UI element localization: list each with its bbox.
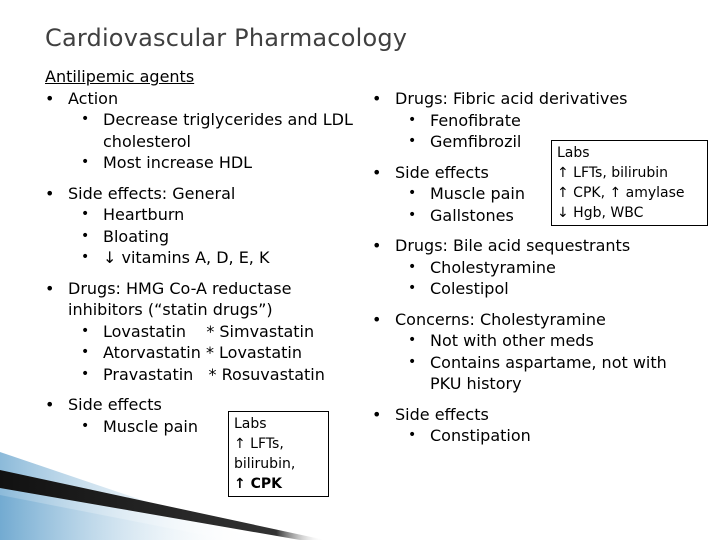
sub-bullet-item (395, 110, 702, 132)
bullet-icon: • (408, 133, 417, 149)
bullet-item (45, 88, 365, 174)
bullet-icon: • (372, 404, 382, 424)
bullet-icon: • (372, 162, 382, 182)
sub-bullet-list (395, 425, 702, 447)
sub-bullet-item (68, 152, 365, 174)
bullet-label: Side effects (68, 395, 162, 414)
section-heading: Antilipemic agents (45, 67, 195, 86)
bullet-label: Side effects: General (68, 183, 236, 203)
sub-bullet-item (68, 342, 365, 364)
sub-bullet-list (68, 321, 365, 386)
sub-bullet-item (68, 321, 365, 343)
sub-bullet-label: ↓ vitamins A, D, E, K (103, 248, 270, 267)
sub-bullet-label: Constipation (430, 426, 531, 445)
bullet-label: Drugs: Fibric acid derivatives (395, 89, 628, 108)
bullet-item (372, 235, 702, 300)
sub-bullet-item (68, 364, 365, 386)
bullet-icon: • (45, 395, 55, 414)
bullet-icon: • (408, 332, 417, 348)
sub-bullet-label: Cholestyramine (430, 257, 556, 277)
sub-bullet-label: Most increase HDL (103, 153, 253, 172)
bullet-icon: • (81, 154, 90, 170)
left-column (45, 66, 365, 446)
labs-line-bold: ↑ CPK (234, 476, 282, 492)
sub-bullet-label: Lovastatin * Simvastatin (103, 321, 315, 341)
sub-bullet-label: Atorvastatin * Lovastatin (103, 343, 302, 362)
sub-bullet-item (395, 257, 702, 279)
sub-bullet-item (68, 247, 365, 269)
bullet-icon: • (81, 322, 90, 339)
bullet-label: Side effects (395, 162, 489, 182)
bullet-icon: • (408, 353, 417, 370)
bullet-label: Action (68, 88, 119, 108)
labs-line: ↓ Hgb, WBC (557, 205, 644, 221)
bullet-icon: • (408, 206, 417, 223)
sub-bullet-item (68, 204, 365, 226)
bullet-icon: • (408, 185, 417, 201)
labs-line: ↑ LFTs, bilirubin (557, 165, 669, 181)
sub-bullet-list (68, 204, 365, 269)
bullet-icon: • (81, 417, 90, 434)
sub-bullet-list (395, 257, 702, 300)
bullet-label: Side effects (395, 404, 489, 424)
bullet-icon: • (408, 258, 417, 275)
sub-bullet-label: Gallstones (430, 205, 514, 225)
bullet-icon: • (408, 280, 417, 296)
bullet-icon: • (45, 88, 55, 108)
sub-bullet-item (395, 425, 702, 447)
bullet-icon: • (81, 227, 90, 244)
slide-corner-swoosh (0, 440, 330, 540)
sub-bullet-item (395, 278, 702, 300)
sub-bullet-label: Muscle pain (103, 416, 198, 436)
bullet-icon: • (81, 111, 90, 127)
bullet-icon: • (408, 111, 417, 128)
labs-line: ↑ CPK, ↑ amylase (557, 185, 685, 201)
labs-box-title: Labs (234, 416, 267, 432)
bullet-icon: • (45, 183, 55, 203)
sub-bullet-item (395, 352, 702, 395)
bullet-icon: • (81, 365, 90, 382)
labs-line: bilirubin, (234, 456, 296, 472)
bullet-label: Drugs: HMG Co-A reductase inhibitors (“statin drugs”) (68, 278, 292, 319)
sub-bullet-label: Gemfibrozil (430, 132, 522, 151)
bullet-item (45, 183, 365, 269)
bullet-icon: • (408, 427, 417, 443)
sub-bullet-label: Decrease triglycerides and LDL cholesterol (103, 110, 358, 151)
labs-box-title: Labs (557, 145, 590, 161)
labs-box-fibrates (551, 140, 708, 226)
bullet-icon: • (45, 278, 55, 298)
left-bullet-list (45, 88, 365, 438)
slide-title: Cardiovascular Pharmacology (45, 24, 408, 52)
sub-bullet-label: Colestipol (430, 279, 509, 298)
sub-bullet-list (395, 330, 702, 395)
bullet-icon: • (372, 309, 382, 329)
sub-bullet-item (68, 109, 365, 152)
sub-bullet-label: Muscle pain (430, 184, 525, 203)
bullet-label: Concerns: Cholestyramine (395, 309, 606, 329)
bullet-label: Drugs: Bile acid sequestrants (395, 236, 631, 255)
sub-bullet-label: Contains aspartame, not with PKU history (430, 352, 672, 393)
bullet-icon: • (81, 344, 90, 360)
bullet-item (372, 404, 702, 447)
sub-bullet-list (68, 109, 365, 174)
sub-bullet-item (68, 226, 365, 248)
sub-bullet-item (395, 330, 702, 352)
sub-bullet-label: Bloating (103, 226, 170, 246)
sub-bullet-label: Not with other meds (430, 331, 594, 350)
bullet-icon: • (81, 249, 90, 265)
bullet-icon: • (372, 89, 382, 108)
bullet-item (45, 278, 365, 386)
bullet-icon: • (372, 236, 382, 255)
labs-line: ↑ LFTs, (234, 436, 284, 452)
bullet-item (372, 309, 702, 395)
bullet-icon: • (81, 206, 90, 222)
sub-bullet-label: Fenofibrate (430, 110, 521, 130)
sub-bullet-label: Pravastatin * Rosuvastatin (103, 364, 325, 384)
sub-bullet-label: Heartburn (103, 205, 185, 224)
